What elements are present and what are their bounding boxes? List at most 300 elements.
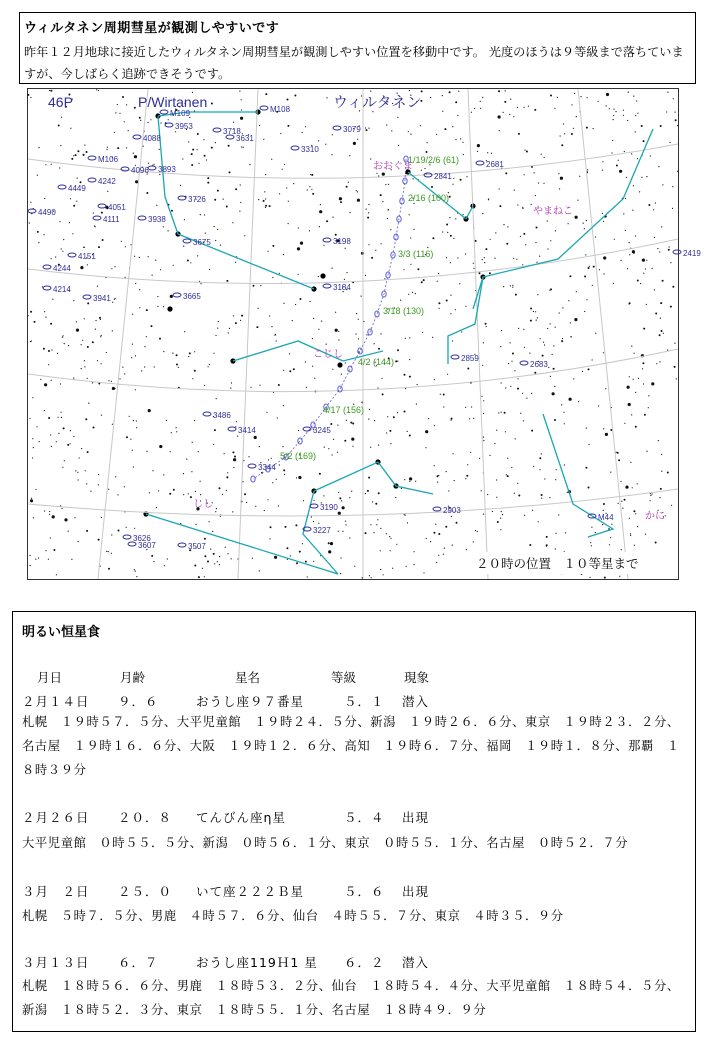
star [226, 476, 228, 478]
star [298, 274, 299, 275]
star [51, 164, 52, 165]
object-label: 2681 [486, 160, 504, 169]
header-mag: 等級 [331, 670, 357, 685]
star [191, 153, 193, 155]
star [325, 144, 326, 145]
star [135, 180, 138, 183]
star [282, 169, 283, 170]
star [619, 170, 622, 173]
star [523, 329, 524, 330]
event-detail: 札幌 １８時５６．６分、男鹿 １８時５３．２分、仙台 １８時５４．４分、大平児童館 １８時５４．５分、新潟 １８時５２．３分、東京 １８時５５．１分、名古屋 １８時４９．９分 [22, 979, 680, 1017]
star [614, 239, 615, 240]
star [537, 294, 538, 295]
star [630, 533, 631, 534]
star [101, 212, 103, 214]
star [425, 430, 428, 433]
star [506, 474, 507, 475]
star [29, 418, 30, 419]
star [409, 359, 410, 360]
star [144, 346, 145, 347]
star [675, 119, 677, 121]
star [294, 95, 296, 97]
star [58, 125, 60, 127]
star [198, 451, 199, 452]
star [386, 124, 387, 125]
star [632, 210, 633, 211]
star [602, 213, 603, 214]
star [503, 112, 504, 113]
star [339, 497, 341, 499]
star [51, 349, 52, 350]
star [512, 353, 514, 355]
star [616, 165, 618, 167]
star [380, 550, 381, 551]
star [106, 352, 107, 353]
star [483, 440, 484, 441]
star [30, 97, 31, 98]
star [547, 220, 548, 221]
star [446, 471, 447, 472]
star [297, 247, 300, 250]
star [458, 91, 459, 92]
star [471, 406, 472, 407]
star [609, 544, 610, 545]
star [180, 185, 181, 186]
star [371, 577, 372, 578]
star [408, 294, 409, 295]
comet-notice-box [19, 12, 696, 84]
event-detail: 札幌 ５時７．５分、男鹿 ４時５７．６分、仙台 ４時５５．７分、東京 ４時３５．９分 [22, 909, 564, 923]
star [585, 254, 586, 255]
star [424, 168, 425, 169]
star [450, 262, 451, 263]
star [646, 304, 647, 305]
star [648, 204, 650, 206]
constellation-label: しし [193, 499, 213, 510]
star [279, 464, 280, 465]
star [344, 440, 346, 442]
star [540, 338, 541, 339]
star [369, 409, 370, 410]
star [368, 244, 369, 245]
star [323, 245, 324, 246]
star [610, 472, 611, 473]
star [673, 98, 674, 99]
star [381, 378, 382, 379]
star [391, 130, 392, 131]
star [305, 561, 307, 563]
star [130, 244, 131, 245]
star [650, 495, 651, 496]
star [372, 111, 373, 112]
star [324, 447, 325, 448]
star [669, 142, 670, 143]
star [213, 353, 214, 354]
star [330, 423, 332, 425]
star [100, 319, 101, 320]
star [561, 144, 563, 146]
star [337, 452, 338, 453]
star [641, 177, 642, 178]
star [670, 262, 671, 263]
star [629, 376, 630, 377]
star [624, 151, 625, 152]
star [397, 349, 399, 351]
star [606, 105, 607, 106]
star [629, 302, 631, 304]
star [613, 119, 614, 120]
star [480, 101, 481, 102]
star [95, 329, 96, 330]
star [222, 494, 223, 495]
galaxy-symbol [260, 106, 268, 110]
star [146, 309, 148, 311]
star [380, 194, 382, 196]
star [540, 469, 541, 470]
star [284, 474, 285, 475]
star [410, 264, 411, 265]
star [302, 132, 303, 133]
star [554, 419, 556, 421]
star [190, 262, 191, 263]
star [309, 301, 310, 302]
star [60, 145, 61, 146]
star [92, 341, 94, 343]
star [87, 451, 89, 453]
event-heading: ２月２６日 ２０．８ てんびん座η星 ５．４ 出現 [22, 810, 430, 825]
galaxy-symbol [203, 412, 211, 416]
star [536, 320, 537, 321]
star [356, 190, 357, 191]
star [358, 338, 359, 339]
star [481, 396, 482, 397]
star [556, 533, 557, 534]
star [508, 363, 509, 364]
star [546, 544, 548, 546]
star [496, 497, 497, 498]
star [513, 116, 514, 117]
star [337, 425, 338, 426]
star [282, 446, 283, 447]
star [514, 370, 515, 371]
star [340, 201, 342, 203]
star [463, 214, 464, 215]
star [50, 323, 52, 325]
star [255, 506, 256, 507]
star [133, 420, 134, 421]
star [285, 526, 287, 528]
ursa-major-line [466, 206, 473, 219]
star [368, 212, 369, 213]
star [603, 510, 604, 511]
star [524, 150, 525, 151]
date-label: 2/16 (100) [408, 193, 450, 203]
star [516, 259, 517, 260]
star [453, 238, 454, 239]
star [588, 267, 590, 269]
star [318, 329, 319, 330]
star [663, 333, 664, 334]
galaxy-symbol [673, 250, 681, 254]
star [71, 158, 73, 160]
star [487, 152, 488, 153]
star [217, 229, 218, 230]
star [283, 303, 284, 304]
star [215, 335, 216, 336]
star [232, 451, 234, 453]
star [344, 279, 345, 280]
star [652, 268, 653, 269]
star [633, 510, 635, 512]
star [374, 420, 375, 421]
galaxy-symbol [43, 265, 51, 269]
object-label: 3190 [320, 503, 338, 512]
star [389, 430, 391, 432]
star [83, 154, 85, 156]
header-phenom: 現象 [404, 670, 430, 685]
star [660, 125, 662, 127]
star [298, 476, 301, 479]
star [503, 224, 504, 225]
event-heading: ３月１３日 ６．７ おうし座119Ｈ1 星 ６．２ 潜入 [22, 955, 430, 970]
star [136, 576, 137, 577]
star [153, 561, 154, 562]
star [623, 110, 624, 111]
star [112, 302, 113, 303]
star [295, 524, 297, 526]
star [176, 364, 178, 366]
star [272, 277, 273, 278]
star [191, 471, 192, 472]
star [556, 469, 557, 470]
star [447, 374, 448, 375]
star [368, 419, 369, 420]
star [568, 300, 569, 301]
object-label: 3184 [333, 283, 351, 292]
object-label: 2903 [443, 506, 461, 515]
star [452, 545, 453, 546]
star [219, 556, 220, 557]
star [96, 89, 97, 90]
star [522, 393, 523, 394]
star [446, 224, 448, 226]
star [437, 281, 438, 282]
star [204, 214, 205, 215]
star [658, 440, 659, 441]
galaxy-symbol [178, 543, 186, 547]
star [253, 285, 255, 287]
star [135, 283, 136, 284]
star [278, 505, 279, 506]
star [87, 264, 88, 265]
star [338, 331, 339, 332]
star [368, 477, 370, 479]
star [69, 222, 70, 223]
star [288, 201, 289, 202]
star [407, 431, 408, 432]
star [400, 300, 401, 301]
star [100, 336, 101, 337]
star [197, 255, 198, 256]
star [33, 517, 34, 518]
star [443, 394, 445, 396]
star [380, 528, 381, 529]
star [670, 306, 672, 308]
star [603, 352, 604, 353]
star [151, 555, 153, 557]
star [49, 514, 50, 515]
star [591, 545, 592, 546]
star [163, 226, 164, 227]
star [523, 420, 524, 421]
star [553, 345, 554, 346]
star [108, 380, 109, 381]
star [626, 177, 627, 178]
star [423, 279, 425, 281]
galaxy-symbol [93, 216, 101, 220]
star [618, 459, 620, 461]
star [499, 205, 501, 207]
date-label: 3/18 (130) [383, 306, 425, 316]
star [659, 497, 660, 498]
star [358, 319, 359, 320]
star [625, 486, 628, 489]
star [409, 214, 410, 215]
star [341, 374, 342, 375]
star [586, 428, 587, 429]
star [457, 257, 458, 258]
star [378, 492, 380, 494]
star [280, 133, 281, 134]
star [531, 204, 532, 205]
star [675, 112, 676, 113]
star [535, 195, 536, 196]
star [531, 393, 532, 394]
star [73, 300, 74, 301]
star [483, 342, 484, 343]
star [44, 410, 45, 411]
star [70, 128, 71, 129]
star [500, 518, 501, 519]
star [455, 101, 457, 103]
object-label: 3507 [188, 542, 206, 551]
star [482, 213, 483, 214]
object-label: M108 [270, 105, 291, 114]
star [111, 534, 112, 535]
star [371, 257, 373, 259]
star [36, 426, 37, 427]
star [547, 328, 548, 329]
star [413, 229, 414, 230]
star [374, 343, 375, 344]
star [214, 226, 215, 227]
object-label: 3893 [158, 165, 176, 174]
star [555, 327, 556, 328]
star [667, 92, 668, 93]
star [621, 501, 622, 502]
star [38, 242, 39, 243]
star [510, 99, 511, 100]
star [524, 107, 525, 108]
star [501, 412, 502, 413]
star [207, 182, 209, 184]
star [217, 328, 218, 329]
star [506, 243, 508, 245]
star [431, 186, 433, 188]
star [264, 510, 265, 511]
star [163, 306, 164, 307]
star [509, 114, 510, 115]
star [655, 313, 657, 315]
star [635, 426, 637, 428]
star [538, 182, 539, 183]
star [270, 526, 272, 528]
star [136, 420, 137, 421]
star [84, 247, 85, 248]
star [139, 257, 140, 258]
star [200, 283, 201, 284]
star [331, 154, 332, 155]
star [437, 475, 439, 477]
star [350, 422, 352, 424]
star [582, 371, 583, 372]
object-label: 3665 [183, 292, 201, 301]
star [438, 273, 439, 274]
star [318, 523, 319, 524]
star [164, 565, 165, 566]
star [40, 379, 41, 380]
star [178, 367, 179, 368]
star [655, 202, 656, 203]
star [216, 508, 217, 509]
star [401, 488, 402, 489]
star [258, 199, 259, 200]
star [641, 125, 643, 127]
star [450, 313, 451, 314]
star [634, 353, 635, 354]
star [380, 333, 381, 334]
star [283, 405, 284, 406]
star [353, 142, 356, 145]
star [396, 544, 397, 545]
star [452, 340, 453, 341]
star [452, 126, 453, 127]
header-date: 月日 [37, 670, 63, 685]
star [345, 524, 346, 525]
star [588, 487, 590, 489]
star [211, 103, 213, 105]
grid-line [468, 89, 488, 579]
star [413, 564, 414, 565]
star [101, 363, 102, 364]
galaxy-symbol [323, 284, 331, 288]
star [134, 569, 135, 570]
star [218, 321, 219, 322]
star [357, 139, 358, 140]
star [430, 541, 431, 542]
star [465, 306, 466, 307]
star [430, 97, 431, 98]
star [450, 235, 452, 237]
object-label: 4490 [38, 208, 56, 217]
star [621, 260, 622, 261]
star [215, 142, 216, 143]
star [173, 265, 174, 266]
bright-star [167, 306, 172, 311]
star [625, 230, 626, 231]
star [544, 478, 545, 479]
star [622, 508, 623, 509]
